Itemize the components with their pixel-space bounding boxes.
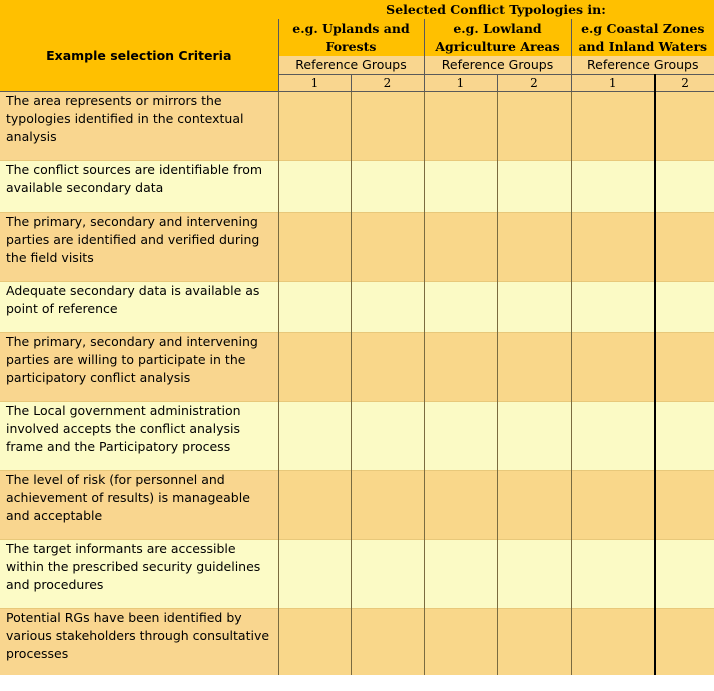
criteria-column-header [0,0,278,75]
criterion-line: The area represents or mirrors the [6,93,222,108]
criterion-line: and acceptable [6,508,103,523]
selection-cell[interactable] [278,609,351,675]
group-number-2: 2 [497,75,571,92]
table-row [0,471,714,540]
selection-cell[interactable] [655,609,714,675]
criterion-line: participatory conflict analysis [6,370,191,385]
selection-cell[interactable] [497,609,571,675]
group-number-1: 1 [278,75,351,92]
selection-cell[interactable] [351,402,424,471]
criterion-line: analysis [6,129,57,144]
selection-cell[interactable] [351,540,424,609]
typology-header-uplands [278,19,424,56]
group-number-2: 2 [351,75,424,92]
selection-cell[interactable] [278,540,351,609]
group-number-1: 1 [571,75,655,92]
selection-cell[interactable] [424,540,497,609]
selection-cell[interactable] [424,92,497,161]
criterion-line: within the prescribed security guidelines [6,559,261,574]
criterion-line: The primary, secondary and intervening [6,334,258,349]
selection-cell[interactable] [424,471,497,540]
criterion-line: frame and the Participatory process [6,439,231,454]
selection-cell[interactable] [497,540,571,609]
selection-cell[interactable] [497,213,571,282]
table-row [0,213,714,282]
selection-cell[interactable] [571,282,655,333]
selection-cell[interactable] [278,92,351,161]
criterion-line: achievement of results) is manageable [6,490,250,505]
selection-cell[interactable] [424,282,497,333]
criterion-line: the field visits [6,250,94,265]
selection-cell[interactable] [571,333,655,402]
criterion-line: point of reference [6,301,118,316]
selection-cell[interactable] [351,609,424,675]
selection-cell[interactable] [655,402,714,471]
selection-cell[interactable] [351,471,424,540]
criterion-cell [0,161,278,213]
selection-cell[interactable] [571,540,655,609]
selection-cell[interactable] [351,333,424,402]
table-row [0,161,714,213]
table-row [0,333,714,402]
selection-cell[interactable] [424,213,497,282]
selection-cell[interactable] [351,282,424,333]
selection-cell[interactable] [497,471,571,540]
selection-cell[interactable] [351,213,424,282]
selection-cell[interactable] [571,609,655,675]
typology-uplands-line1: e.g. Uplands and [292,20,410,36]
selection-cell[interactable] [497,402,571,471]
group-number-2: 2 [655,75,714,92]
criterion-line: various stakeholders through consultative [6,628,270,643]
group-number-1: 1 [424,75,497,92]
criterion-line: The conflict sources are identifiable from [6,162,263,177]
criteria-header-label: Example selection Criteria [46,47,232,63]
table-row [0,402,714,471]
typology-coastal-line1: e.g Coastal Zones [581,20,705,36]
typology-lowland-line2: Agriculture Areas [435,38,560,54]
table-row [0,92,714,161]
criterion-cell [0,92,278,161]
table-row [0,282,714,333]
selection-cell[interactable] [571,471,655,540]
selection-cell[interactable] [278,282,351,333]
criterion-cell [0,471,278,540]
typology-header-coastal [571,19,714,56]
selection-cell[interactable] [571,402,655,471]
criterion-line: and procedures [6,577,104,592]
selection-cell[interactable] [497,282,571,333]
selection-cell[interactable] [655,540,714,609]
table-row [0,540,714,609]
criterion-line: The primary, secondary and intervening [6,214,258,229]
criterion-cell [0,402,278,471]
table-row [0,609,714,675]
reference-groups-label-coastal: Reference Groups [571,56,714,75]
selection-cell[interactable] [278,471,351,540]
selection-cell[interactable] [424,333,497,402]
criterion-line: Adequate secondary data is available as [6,283,260,298]
selection-cell[interactable] [424,609,497,675]
selection-cell[interactable] [571,213,655,282]
criterion-cell [0,540,278,609]
typologies-group-title: Selected Conflict Typologies in: [386,2,606,17]
selection-cell[interactable] [655,282,714,333]
criterion-line: available secondary data [6,180,164,195]
criterion-cell [0,282,278,333]
criterion-line: Potential RGs have been identified by [6,610,242,625]
selection-cell[interactable] [655,213,714,282]
selection-cell[interactable] [278,333,351,402]
typology-lowland-line1: e.g. Lowland [453,20,542,36]
typology-uplands-line2: Forests [325,38,377,54]
criterion-line: involved accepts the conflict analysis [6,421,240,436]
criterion-line: The level of risk (for personnel and [6,472,225,487]
reference-groups-label-uplands: Reference Groups [278,56,424,75]
selection-cell[interactable] [351,161,424,213]
reference-groups-label-lowland: Reference Groups [424,56,571,75]
selection-cell[interactable] [278,161,351,213]
criterion-line: typologies identified in the contextual [6,111,244,126]
criterion-line: The Local government administration [6,403,241,418]
criterion-line: processes [6,646,69,661]
typology-header-lowland [424,19,571,56]
selection-cell[interactable] [497,333,571,402]
selection-cell[interactable] [497,161,571,213]
selection-cell[interactable] [655,161,714,213]
criterion-line: parties are identified and verified during [6,232,260,247]
selection-cell[interactable] [424,402,497,471]
selection-cell[interactable] [655,333,714,402]
selection-cell[interactable] [278,213,351,282]
criterion-cell [0,333,278,402]
selection-cell[interactable] [497,92,571,161]
selection-cell[interactable] [655,471,714,540]
criterion-cell [0,213,278,282]
selection-cell[interactable] [278,402,351,471]
selection-cell[interactable] [571,161,655,213]
criterion-line: parties are willing to participate in the [6,352,246,367]
selection-cell[interactable] [351,92,424,161]
selection-cell[interactable] [571,92,655,161]
selection-cell[interactable] [424,161,497,213]
typology-coastal-line2: and Inland Waters [578,38,708,54]
selection-cell[interactable] [655,92,714,161]
typologies-group-header [278,0,714,19]
criterion-line: The target informants are accessible [6,541,236,556]
criterion-cell [0,609,278,675]
